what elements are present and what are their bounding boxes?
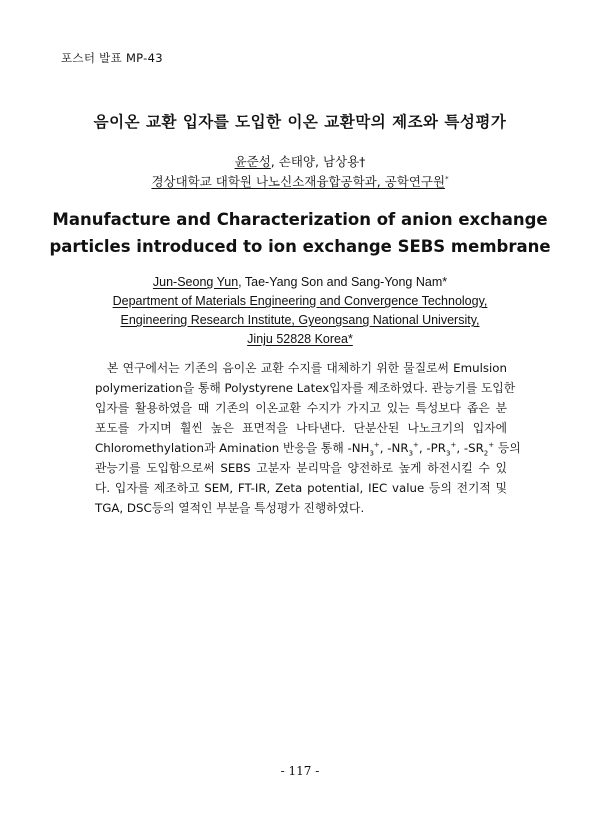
- korean-authors: [0, 152, 600, 170]
- abstract-line: [95, 438, 521, 458]
- abstract-text: , -SR: [456, 441, 484, 455]
- author-3-ko: 남상용: [322, 154, 360, 169]
- english-affiliation-line-1: [0, 294, 600, 308]
- abstract-text: Chloromethylation과 Amination 반응을 통해 -NH: [95, 441, 370, 455]
- affiliation-ko-text: 경상대학교 대학원 나노신소재융합공학과, 공학연구원: [151, 174, 446, 189]
- korean-affiliation: [0, 172, 600, 190]
- subscript: 3: [445, 449, 451, 458]
- english-title: [0, 206, 600, 260]
- author-1-ko: 윤준성: [234, 154, 271, 169]
- author-separator: ,: [314, 154, 323, 169]
- english-title-line-2: particles introduced to ion exchange SEBS membrane: [49, 237, 551, 256]
- affiliation-en-3-text: Jinju 52828 Korea*: [247, 332, 353, 346]
- affiliation-en-1-text: Department of Materials Engineering and Convergence Technology,: [112, 294, 488, 308]
- superscript: +: [373, 441, 380, 450]
- corresponding-mark: †: [359, 154, 366, 169]
- abstract-line: polymerization을 통해 Polystyrene Latex입자를 제조하였다. 관능기를 도입한: [95, 381, 516, 395]
- authors-en-rest: , Tae-Yang Son and Sang-Yong Nam*: [238, 275, 448, 289]
- abstract-line: TGA, DSC등의 열적인 부분을 특성평가 진행하였다.: [95, 501, 365, 515]
- abstract-body: [95, 358, 521, 518]
- english-title-line-1: Manufacture and Characterization of anion exchange: [52, 210, 548, 229]
- affiliation-ko-mark: *: [445, 174, 449, 183]
- abstract-line: 입자를 활용하였을 때 기존의 이온교환 수지가 가지고 있는 특성보다 좁은 분: [95, 401, 507, 415]
- english-affiliation-line-3: [0, 332, 600, 346]
- abstract-line: 다. 입자를 제조하고 SEM, FT-IR, Zeta potential, IEC value 등의 전기적 및: [95, 481, 507, 495]
- poster-tag: 포스터 발표 MP-43: [61, 51, 163, 65]
- page-number: - 117 -: [280, 764, 320, 778]
- author-1-en: Jun-Seong Yun: [152, 275, 239, 289]
- superscript: +: [488, 441, 495, 450]
- abstract-line: 본 연구에서는 기존의 음이온 교환 수지를 대체하기 위한 물질로써 Emulsion: [107, 361, 507, 375]
- superscript: +: [450, 441, 457, 450]
- abstract-text: , -NR: [379, 441, 409, 455]
- english-authors: [0, 275, 600, 289]
- abstract-text: , -PR: [418, 441, 446, 455]
- subscript: 3: [369, 449, 374, 458]
- abstract-line: 관능기를 도입함으로써 SEBS 고분자 분리막을 양전하로 높게 하전시킬 수 있: [95, 461, 507, 475]
- abstract-text: 등의: [494, 441, 521, 455]
- author-separator: ,: [270, 154, 279, 169]
- affiliation-en-2-text: Engineering Research Institute, Gyeongsang National University,: [120, 313, 480, 327]
- author-2-ko: 손태양: [278, 154, 315, 169]
- subscript: 2: [483, 449, 489, 458]
- english-affiliation-line-2: [0, 313, 600, 327]
- superscript: +: [413, 441, 419, 450]
- korean-title: 음이온 교환 입자를 도입한 이온 교환막의 제조와 특성평가: [93, 113, 507, 131]
- abstract-line: 포도를 가지며 훨씬 높은 표면적을 나타낸다. 단분산된 나노크기의 입자에: [95, 421, 507, 435]
- subscript: 3: [408, 449, 414, 458]
